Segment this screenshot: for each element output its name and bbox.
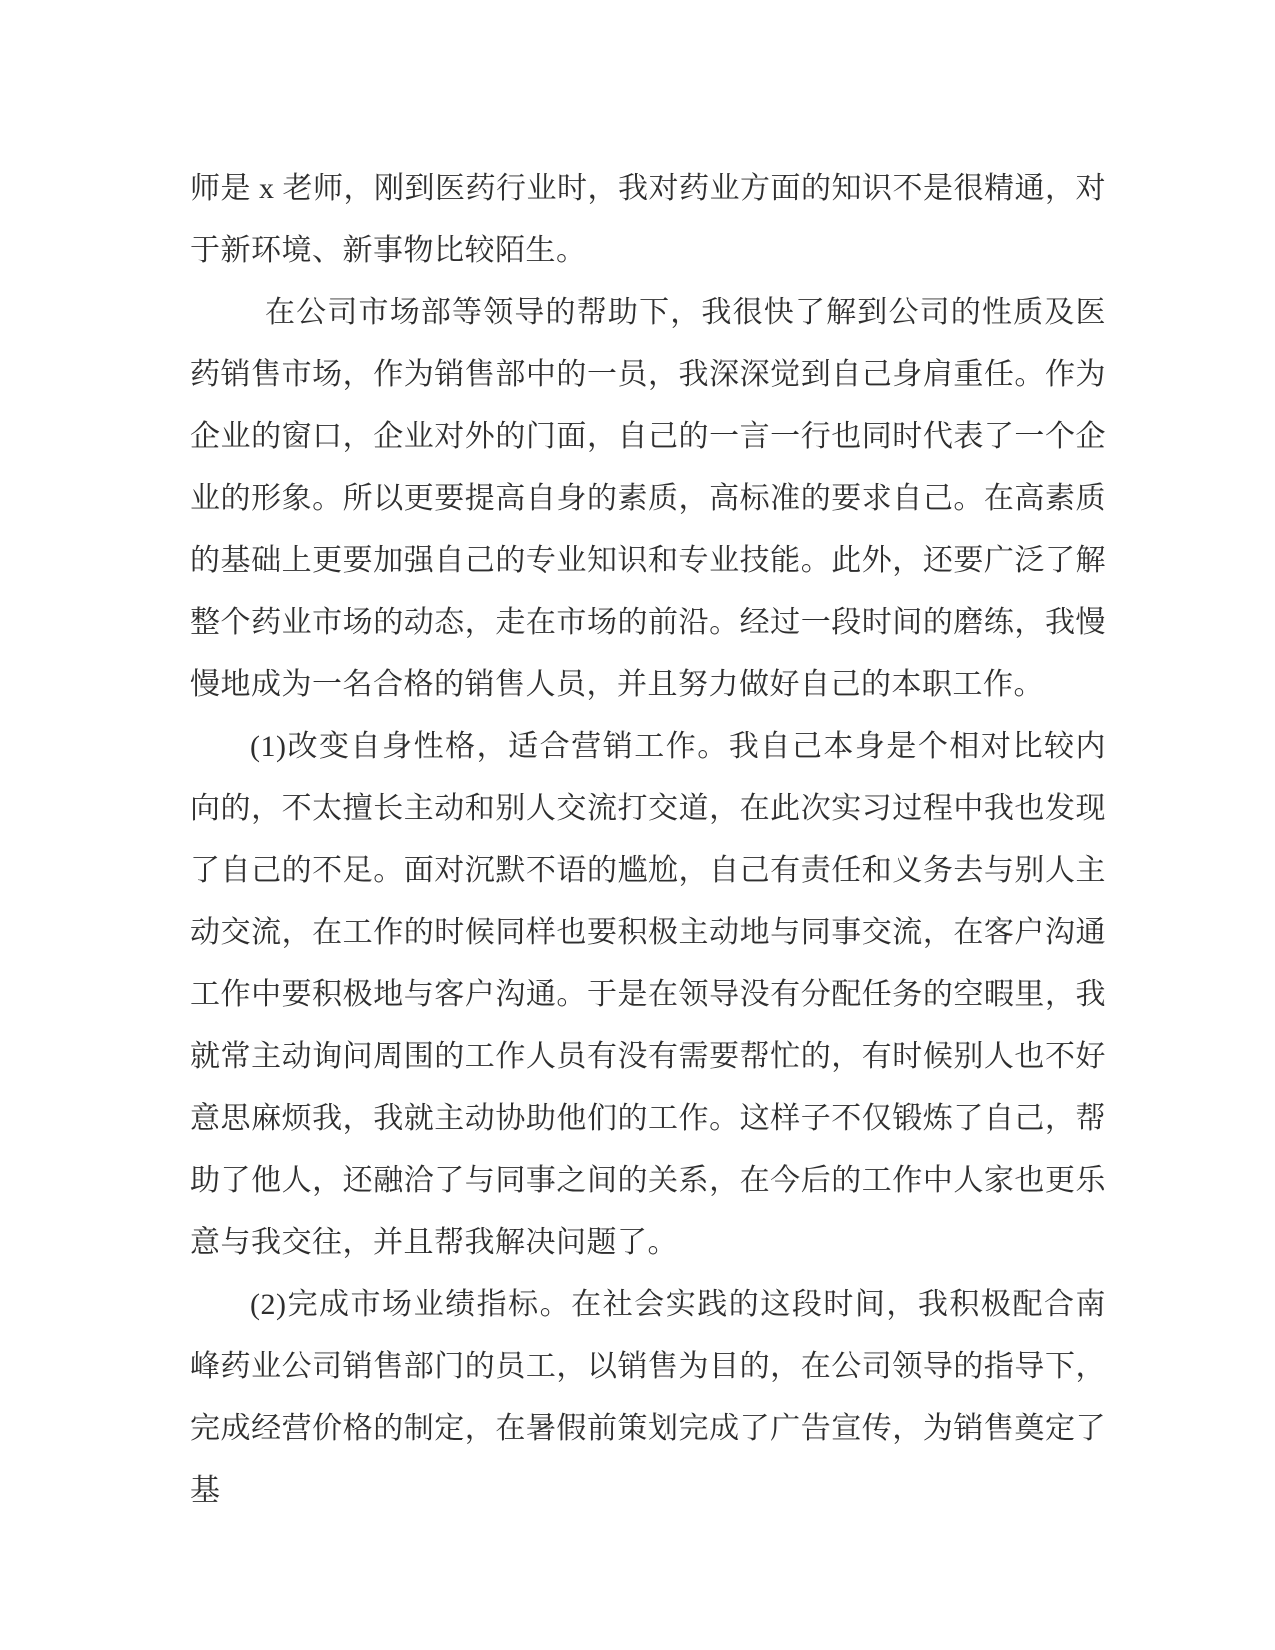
paragraph-item-2: (2)完成市场业绩指标。在社会实践的这段时间，我积极配合南峰药业公司销售部门的员工，以销售为目的，在公司领导的指导下，完成经营价格的制定，在暑假前策划完成了广告宣传，为销售奠定了基 bbox=[190, 1288, 1106, 1507]
paragraph-company-intro: 在公司市场部等领导的帮助下，我很快了解到公司的性质及医药销售市场，作为销售部中的一员，我深深觉到自己身肩重任。作为企业的窗口，企业对外的门面，自己的一言一行也同时代表了一个企业的形象。所以更要提高自身的素质，高标准的要求自己。在高素质的基础上更要加强自己的专业知识和专业技能。此外，还要广泛了解整个药业市场的动态，走在市场的前沿。经过一段时间的磨练，我慢慢地成为一名合格的销售人员，并且努力做好自己的本职工作。 bbox=[190, 296, 1106, 701]
paragraph-continuation: 师是 x 老师，刚到医药行业时，我对药业方面的知识不是很精通，对于新环境、新事物比较陌生。 bbox=[190, 172, 1106, 267]
document-body bbox=[190, 158, 1106, 1522]
paragraph-item-1: (1)改变自身性格，适合营销工作。我自己本身是个相对比较内向的，不太擅长主动和别人交流打交道，在此次实习过程中我也发现了自己的不足。面对沉默不语的尴尬，自己有责任和义务去与别人主动交流，在工作的时候同样也要积极主动地与同事交流，在客户沟通工作中要积极地与客户沟通。于是在领导没有分配任务的空暇里，我就常主动询问周围的工作人员有没有需要帮忙的，有时候别人也不好意思麻烦我，我就主动协助他们的工作。这样子不仅锻炼了自己，帮助了他人，还融洽了与同事之间的关系，在今后的工作中人家也更乐意与我交往，并且帮我解决问题了。 bbox=[190, 730, 1106, 1259]
